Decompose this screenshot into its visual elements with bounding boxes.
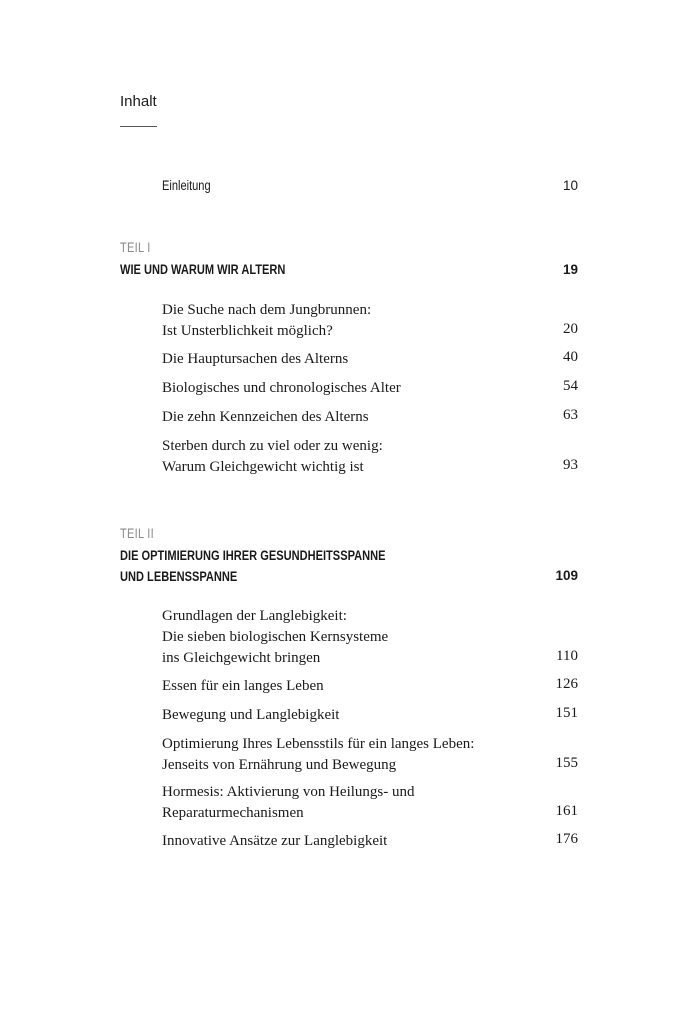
toc-entry-line: Innovative Ansätze zur Langlebigkeit	[162, 833, 388, 849]
toc-entry-line: Sterben durch zu viel oder zu wenig:	[162, 438, 383, 454]
toc-entry-line: ins Gleichgewicht bringen	[162, 650, 321, 666]
toc-entry-line: Grundlagen der Langlebigkeit:	[162, 608, 347, 624]
toc-entry-page: 54	[563, 378, 578, 394]
toc-entry-line: Optimierung Ihres Lebensstils für ein langes Leben:	[162, 736, 475, 752]
part-title-line: UND LEBENSSPANNE	[120, 569, 238, 584]
part-title	[120, 259, 285, 280]
toc-entry-page: 126	[555, 676, 578, 692]
toc-entry	[162, 782, 414, 824]
toc-entry-line: Reparaturmechanismen	[162, 805, 304, 821]
toc-entry-page: 20	[563, 321, 578, 337]
toc-entry-page: 155	[555, 755, 578, 771]
toc-entry-page: 151	[555, 705, 578, 721]
toc-entry-page: 40	[563, 349, 578, 365]
toc-entry	[162, 300, 371, 342]
toc-intro-title: Einleitung	[162, 178, 211, 193]
toc-entry-line: Die Hauptursachen des Alterns	[162, 351, 349, 367]
toc-entry-line: Essen für ein langes Leben	[162, 678, 324, 694]
part-page: 19	[562, 262, 578, 277]
toc-intro-page: 10	[562, 178, 578, 193]
part-page: 109	[555, 568, 578, 583]
toc-entry-line: Biologisches und chronologisches Alter	[162, 380, 401, 396]
toc-entry-page: 63	[563, 407, 578, 423]
toc-entry	[162, 606, 388, 669]
toc-entry	[162, 705, 339, 726]
part-title-line: WIE UND WARUM WIR ALTERN	[120, 262, 286, 277]
toc-entry	[162, 831, 387, 852]
heading-rule	[120, 126, 157, 127]
toc-entry-page: 110	[556, 648, 578, 664]
part-title-line: DIE OPTIMIERUNG IHRER GESUNDHEITSSPANNE	[120, 548, 386, 563]
part-title	[120, 545, 386, 587]
toc-entry	[162, 734, 474, 776]
toc-entry-line: Die zehn Kennzeichen des Alterns	[162, 409, 369, 425]
toc-entry	[162, 436, 383, 478]
toc-entry-line: Ist Unsterblichkeit möglich?	[162, 323, 333, 339]
toc-entry-page: 176	[555, 831, 578, 847]
toc-entry-page: 161	[555, 803, 578, 819]
toc-entry-line: Die Suche nach dem Jungbrunnen:	[162, 302, 372, 318]
part-label: TEIL I	[120, 240, 151, 255]
toc-entry	[162, 407, 369, 428]
toc-entry-line: Jenseits von Ernährung und Bewegung	[162, 757, 397, 773]
toc-entry-line: Die sieben biologischen Kernsysteme	[162, 629, 389, 645]
toc-entry	[162, 349, 348, 370]
toc-entry-page: 93	[563, 457, 578, 473]
part-label: TEIL II	[120, 526, 154, 541]
toc-entry	[162, 378, 401, 399]
page-heading: Inhalt	[120, 93, 157, 110]
toc-entry-line: Bewegung und Langlebigkeit	[162, 707, 340, 723]
toc-entry-line: Hormesis: Aktivierung von Heilungs- und	[162, 784, 415, 800]
toc-entry-line: Warum Gleichgewicht wichtig ist	[162, 459, 364, 475]
toc-entry	[162, 676, 324, 697]
